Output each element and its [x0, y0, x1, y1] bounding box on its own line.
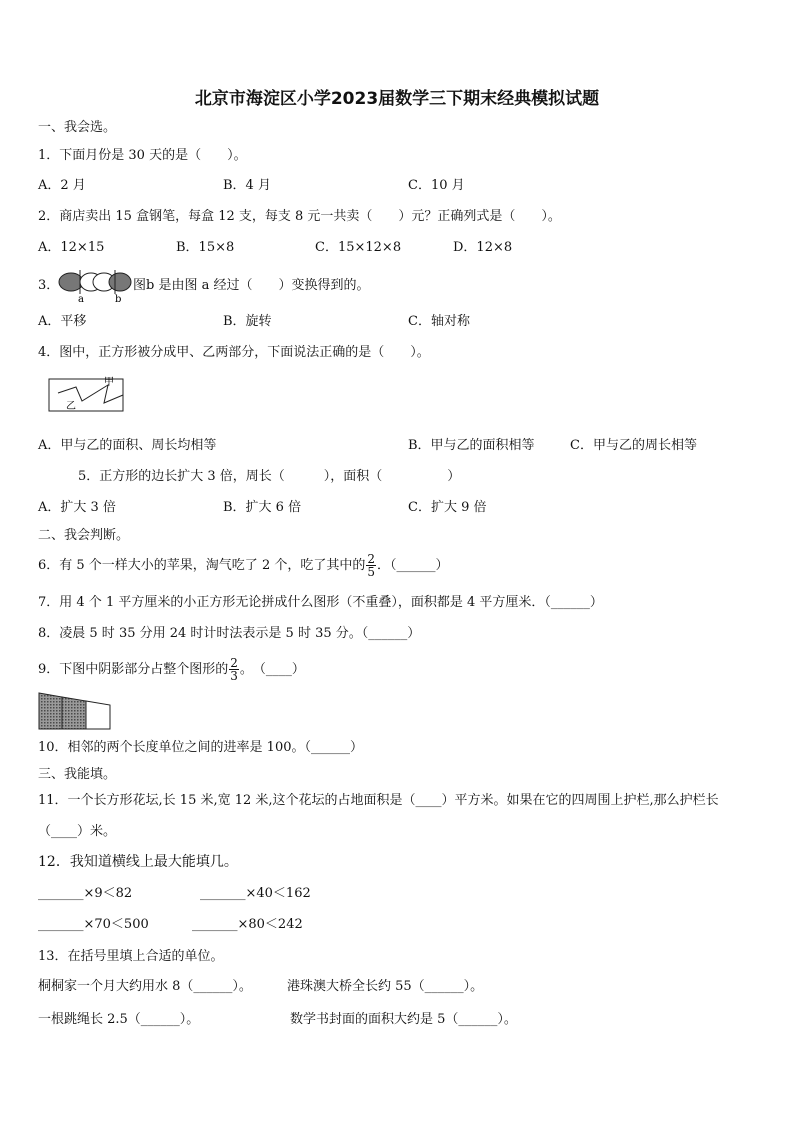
question-2-option-c: C．15×12×8 — [315, 240, 402, 255]
fraction-numerator: 2 — [230, 656, 238, 670]
question-13-stem: 13．在括号里填上合适的单位。 — [38, 949, 224, 964]
question-12-item-1: _______×9＜82 — [38, 886, 133, 901]
question-3-option-a: A．平移 — [38, 314, 87, 329]
question-10: 10．相邻的两个长度单位之间的进率是 100。（______） — [38, 740, 363, 755]
question-12-item-2: _______×40＜162 — [200, 886, 311, 901]
question-3-option-c: C．轴对称 — [408, 314, 470, 329]
question-9-text-before: 9．下图中阴影部分占整个图形的 — [38, 662, 229, 677]
section-1-heading: 一、我会选。 — [38, 120, 117, 135]
question-6 — [38, 551, 449, 581]
question-1-option-b: B．4 月 — [223, 178, 271, 193]
question-2-stem: 2．商店卖出 15 盒钢笔，每盒 12 支，每支 8 元一共卖（ ）元？正确列式是（ ）。 — [38, 209, 561, 224]
section-3-heading: 三、我能填。 — [38, 767, 117, 782]
part-2-shaded — [62, 697, 86, 729]
question-12-item-3: _______×70＜500 — [38, 917, 149, 932]
question-1-option-a: A．2 月 — [38, 178, 86, 193]
figure-a-left-ellipse — [59, 273, 83, 291]
question-12-item-4: _______×80＜242 — [192, 917, 303, 932]
question-13-item-2: 港珠澳大桥全长约 55（______）。 — [287, 979, 484, 994]
page-title: 北京市海淀区小学2023届数学三下期末经典模拟试题 — [194, 89, 600, 109]
question-13-item-3: 一根跳绳长 2.5（______）。 — [38, 1012, 200, 1027]
question-9-shaded-figure — [38, 692, 112, 730]
part-jia-label: 甲 — [104, 377, 114, 388]
question-4-square-figure — [48, 375, 126, 415]
question-9 — [38, 655, 305, 685]
question-3-number: 3． — [38, 278, 60, 293]
question-5-option-a: A．扩大 3 倍 — [38, 500, 116, 515]
question-3-figure — [58, 268, 132, 304]
fraction-two-thirds — [229, 657, 239, 682]
question-5-option-b: B．扩大 6 倍 — [223, 500, 302, 515]
question-7: 7．用 4 个 1 平方厘米的小正方形无论拼成什么图形（不重叠），面积都是 4 平方厘米．（______） — [38, 595, 603, 610]
question-4-option-b: B．甲与乙的面积相等 — [408, 438, 535, 453]
figure-b-right-ellipse — [109, 273, 131, 291]
question-1-stem: 1．下面月份是 30 天的是（ ）。 — [38, 148, 247, 163]
question-3-option-b: B．旋转 — [223, 314, 272, 329]
figure-a-label: a — [78, 294, 84, 305]
question-2-option-d: D．12×8 — [453, 240, 513, 255]
question-6-text-after: ．（______） — [376, 558, 449, 573]
question-1-option-c: C．10 月 — [408, 178, 465, 193]
fraction-denominator: 3 — [230, 669, 238, 683]
question-11-line-1: 11．一个长方形花坛,长 15 米,宽 12 米,这个花坛的占地面积是（____）平方米。如果在它的四周围上护栏,那么护栏长 — [38, 793, 719, 808]
part-1-shaded — [39, 693, 62, 729]
section-2-heading: 二、我会判断。 — [38, 528, 130, 543]
question-13-item-4: 数学书封面的面积大约是 5（______）。 — [290, 1012, 517, 1027]
part-yi-label: 乙 — [66, 401, 76, 412]
fraction-numerator: 2 — [367, 552, 375, 566]
question-12-stem: 12．我知道横线上最大能填几。 — [38, 854, 238, 870]
question-4-option-c: C．甲与乙的周长相等 — [570, 438, 697, 453]
figure-b-label: b — [115, 294, 122, 305]
question-11-line-2: （____）米。 — [38, 824, 117, 839]
question-4-stem: 4．图中，正方形被分成甲、乙两部分，下面说法正确的是（ ）。 — [38, 345, 430, 360]
question-2-option-b: B．15×8 — [176, 240, 235, 255]
question-5-option-c: C．扩大 9 倍 — [408, 500, 487, 515]
question-2-option-a: A．12×15 — [38, 240, 105, 255]
part-3-unshaded — [86, 701, 110, 729]
question-4-option-a: A．甲与乙的面积、周长均相等 — [38, 438, 217, 453]
question-9-text-after: 。 （____） — [239, 662, 305, 677]
question-3-stem: 图b 是由图 a 经过（ ）变换得到的。 — [133, 278, 370, 293]
fraction-denominator: 5 — [367, 565, 375, 579]
question-13-item-1: 桐桐家一个月大约用水 8（______）。 — [38, 979, 252, 994]
question-6-text-before: 6．有 5 个一样大小的苹果，淘气吃了 2 个，吃了其中的 — [38, 558, 366, 573]
fraction-two-fifths — [366, 553, 376, 578]
question-5-stem: 5．正方形的边长扩大 3 倍，周长（ ），面积（ ） — [78, 469, 461, 484]
question-8: 8．凌晨 5 时 35 分用 24 时计时法表示是 5 时 35 分。（______） — [38, 626, 421, 641]
